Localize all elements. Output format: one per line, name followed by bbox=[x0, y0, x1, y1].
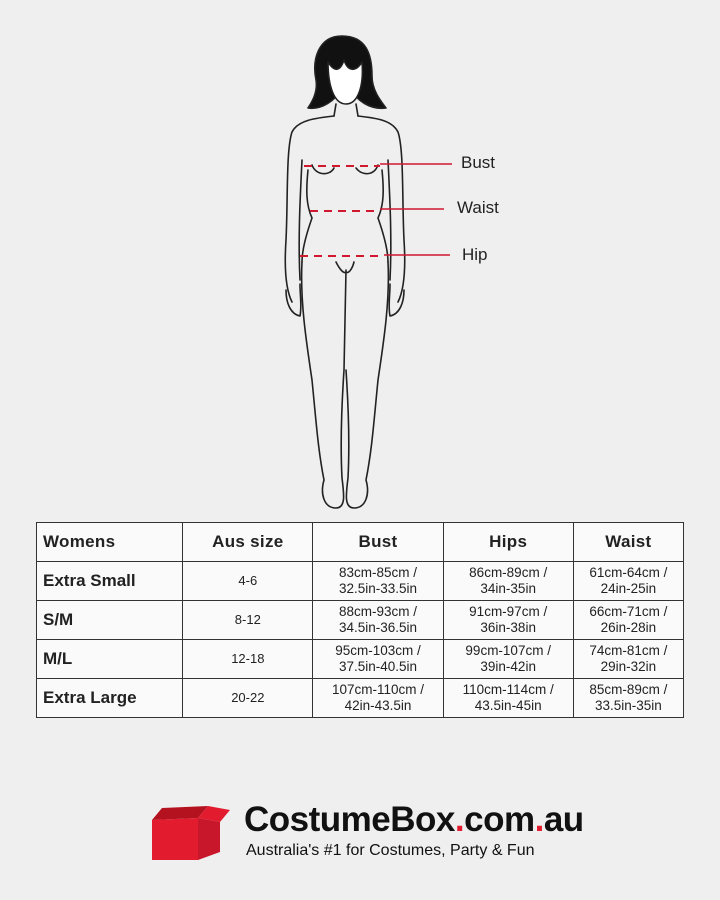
aus-size: 20-22 bbox=[183, 679, 313, 718]
table-row bbox=[37, 640, 684, 679]
bust-label: Bust bbox=[461, 153, 496, 172]
aus-size: 4-6 bbox=[183, 562, 313, 601]
waist-value: 61cm-64cm / 24in-25in bbox=[573, 562, 683, 601]
hips-value: 110cm-114cm / 43.5in-45in bbox=[443, 679, 573, 718]
waist-label: Waist bbox=[457, 198, 499, 217]
hips-value: 99cm-107cm / 39in-42in bbox=[443, 640, 573, 679]
bust-value: 95cm-103cm / 37.5in-40.5in bbox=[313, 640, 443, 679]
waist-value: 74cm-81cm / 29in-32in bbox=[573, 640, 683, 679]
aus-size: 12-18 bbox=[183, 640, 313, 679]
box-icon bbox=[152, 806, 230, 860]
table-header-row bbox=[37, 523, 684, 562]
size-name: Extra Large bbox=[37, 679, 183, 718]
brand-tagline: Australia's #1 for Costumes, Party & Fun bbox=[246, 842, 535, 859]
hip-label: Hip bbox=[462, 245, 488, 264]
table-row bbox=[37, 679, 684, 718]
header-aus-size: Aus size bbox=[183, 523, 313, 562]
hips-value: 91cm-97cm / 36in-38in bbox=[443, 601, 573, 640]
brand-name: CostumeBox.com.au bbox=[244, 800, 584, 839]
header-bust: Bust bbox=[313, 523, 443, 562]
header-womens: Womens bbox=[37, 523, 183, 562]
table-row bbox=[37, 601, 684, 640]
legs-outline bbox=[302, 262, 389, 508]
size-name: M/L bbox=[37, 640, 183, 679]
header-hips: Hips bbox=[443, 523, 573, 562]
size-name: S/M bbox=[37, 601, 183, 640]
waist-value: 85cm-89cm / 33.5in-35in bbox=[573, 679, 683, 718]
table-row bbox=[37, 562, 684, 601]
hips-value: 86cm-89cm / 34in-35in bbox=[443, 562, 573, 601]
size-chart-table bbox=[36, 522, 684, 718]
bust-value: 83cm-85cm / 32.5in-33.5in bbox=[313, 562, 443, 601]
size-name: Extra Small bbox=[37, 562, 183, 601]
header-waist: Waist bbox=[573, 523, 683, 562]
waist-value: 66cm-71cm / 26in-28in bbox=[573, 601, 683, 640]
aus-size: 8-12 bbox=[183, 601, 313, 640]
bust-value: 107cm-110cm / 42in-43.5in bbox=[313, 679, 443, 718]
bust-value: 88cm-93cm / 34.5in-36.5in bbox=[313, 601, 443, 640]
